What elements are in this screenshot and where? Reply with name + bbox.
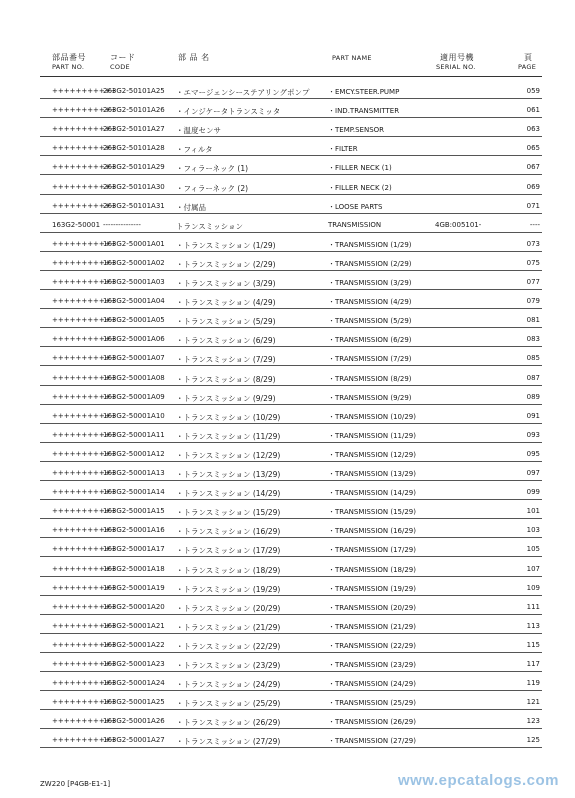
part-number-cell: +++++++++++ xyxy=(52,430,117,439)
code-cell: 163G2-50001A26 xyxy=(103,717,165,726)
part-name-cell: ・FILLER NECK (2) xyxy=(328,183,392,192)
part-name-cell: ・TRANSMISSION (24/29) xyxy=(328,680,416,689)
page-number-cell: 123 xyxy=(526,717,540,726)
part-name-cell: ・FILLER NECK (1) xyxy=(328,164,392,173)
part-name-cell: ・TRANSMISSION (7/29) xyxy=(328,355,412,364)
part-number-cell: +++++++++++ xyxy=(52,640,117,649)
part-name-cell: ・TRANSMISSION (8/29) xyxy=(328,374,412,383)
page-number-cell: 115 xyxy=(526,640,540,649)
page-number-cell: 109 xyxy=(526,583,540,592)
part-name-cell: ・LOOSE PARTS xyxy=(328,202,383,211)
part-name-cell: TRANSMISSION xyxy=(328,220,382,229)
japanese-name-cell: ・トランスミッション (11/29) xyxy=(176,431,281,441)
table-row xyxy=(40,233,542,252)
name-header-jp: 部 品 名 xyxy=(178,53,210,62)
code-cell: 163G2-50001A15 xyxy=(103,507,165,516)
part-number-cell: +++++++++++ xyxy=(52,698,117,707)
part-number-cell: +++++++++++ xyxy=(52,201,117,210)
code-cell: 163G2-50001A19 xyxy=(103,583,165,592)
page-number-cell: 103 xyxy=(526,526,540,535)
part-number-cell: +++++++++++ xyxy=(52,182,117,191)
japanese-name-cell: ・トランスミッション (12/29) xyxy=(176,450,281,460)
code-cell: 163G2-50001A20 xyxy=(103,602,165,611)
page-number-cell: 093 xyxy=(526,430,540,439)
part-number-cell: +++++++++++ xyxy=(52,564,117,573)
code-cell: 163G2-50001A03 xyxy=(103,278,165,286)
document-footer: ZW220 [P4GB-E1-1] xyxy=(40,780,111,788)
part-number-cell: +++++++++++ xyxy=(52,106,117,115)
part-number-cell: +++++++++++ xyxy=(52,239,117,248)
page-number-cell: 059 xyxy=(526,87,540,95)
part-no-header-jp: 部品番号 xyxy=(52,53,86,62)
code-cell: 163G2-50001A17 xyxy=(103,545,165,554)
japanese-name-cell: ・トランスミッション (27/29) xyxy=(176,737,281,747)
table-row xyxy=(40,596,542,615)
part-no-header-en: PART NO. xyxy=(52,63,85,71)
japanese-name-cell: トランスミッション xyxy=(176,221,243,231)
page-number-cell: 071 xyxy=(526,201,540,210)
code-cell: 163G2-50001A16 xyxy=(103,526,165,535)
table-row xyxy=(40,634,542,653)
table-row xyxy=(40,367,542,386)
part-number-cell: +++++++++++ xyxy=(52,278,117,286)
page-number-cell: 067 xyxy=(526,163,540,172)
table-row xyxy=(40,271,542,290)
part-number-cell: +++++++++++ xyxy=(52,392,117,401)
table-row xyxy=(40,538,542,557)
part-number-cell: +++++++++++ xyxy=(52,507,117,516)
japanese-name-cell: ・トランスミッション (19/29) xyxy=(176,584,281,594)
part-name-cell: ・TRANSMISSION (10/29) xyxy=(328,412,416,421)
japanese-name-cell: ・トランスミッション (26/29) xyxy=(176,718,281,728)
japanese-name-cell: ・付属品 xyxy=(176,202,206,212)
code-cell: 163G2-50001A25 xyxy=(103,698,165,707)
page-number-cell: 077 xyxy=(526,278,540,286)
part-number-cell: +++++++++++ xyxy=(52,660,117,668)
part-name-cell: ・TRANSMISSION (19/29) xyxy=(328,584,416,593)
japanese-name-cell: ・トランスミッション (7/29) xyxy=(176,355,276,365)
table-row xyxy=(40,99,542,118)
table-row xyxy=(40,156,542,175)
table-row xyxy=(40,405,542,424)
code-cell: 163G2-50001A08 xyxy=(103,373,165,382)
code-cell: 263G2-50101A29 xyxy=(103,163,165,172)
table-row xyxy=(40,214,542,233)
part-name-cell: ・IND.TRANSMITTER xyxy=(328,107,400,116)
part-number-cell: +++++++++++ xyxy=(52,354,117,363)
code-cell: 163G2-50001A18 xyxy=(103,564,165,573)
code-cell: 163G2-50001A10 xyxy=(103,411,165,420)
table-row xyxy=(40,691,542,710)
code-cell: 163G2-50001A14 xyxy=(103,488,165,497)
part-name-cell: ・TRANSMISSION (5/29) xyxy=(328,317,412,326)
code-cell: 163G2-50001A27 xyxy=(103,736,165,745)
page-number-cell: 089 xyxy=(526,392,540,401)
part-name-header-en: PART NAME xyxy=(332,54,372,62)
part-name-cell: ・TRANSMISSION (23/29) xyxy=(328,661,416,669)
watermark: www.epcatalogs.com xyxy=(398,772,559,789)
japanese-name-cell: ・トランスミッション (25/29) xyxy=(176,699,281,709)
code-cell: 263G2-50101A25 xyxy=(103,87,165,95)
page-number-cell: 063 xyxy=(526,125,540,134)
page-number-cell: 111 xyxy=(526,602,540,611)
table-row xyxy=(40,176,542,195)
serial-header-jp: 適用号機 xyxy=(440,53,474,62)
part-number-cell: +++++++++++ xyxy=(52,545,117,554)
part-name-cell: ・TRANSMISSION (26/29) xyxy=(328,718,416,727)
japanese-name-cell: ・温度センサ xyxy=(176,126,221,136)
part-number-cell: +++++++++++ xyxy=(52,297,117,306)
table-row xyxy=(40,443,542,462)
code-cell: 163G2-50001A06 xyxy=(103,335,165,344)
page-number-cell: 061 xyxy=(526,106,540,115)
part-name-cell: ・TRANSMISSION (27/29) xyxy=(328,737,416,746)
code-cell: 163G2-50001A23 xyxy=(103,660,165,668)
part-number-cell: +++++++++++ xyxy=(52,488,117,497)
part-name-cell: ・TRANSMISSION (21/29) xyxy=(328,622,416,631)
japanese-name-cell: ・トランスミッション (6/29) xyxy=(176,336,276,346)
part-number-cell: +++++++++++ xyxy=(52,679,117,688)
part-number-cell: +++++++++++ xyxy=(52,621,117,630)
page-header-jp: 頁 xyxy=(524,53,533,62)
japanese-name-cell: ・トランスミッション (17/29) xyxy=(176,546,281,556)
japanese-name-cell: ・トランスミッション (10/29) xyxy=(176,412,281,422)
page-number-cell: 125 xyxy=(526,736,540,745)
code-cell: --------------- xyxy=(103,220,141,229)
table-row xyxy=(40,328,542,347)
table-row xyxy=(40,710,542,729)
japanese-name-cell: ・トランスミッション (3/29) xyxy=(176,279,276,288)
part-name-cell: ・TRANSMISSION (17/29) xyxy=(328,546,416,555)
part-number-cell: +++++++++++ xyxy=(52,469,117,477)
code-cell: 163G2-50001A07 xyxy=(103,354,165,363)
part-name-cell: ・TRANSMISSION (1/29) xyxy=(328,240,412,249)
japanese-name-cell: ・トランスミッション (13/29) xyxy=(176,470,281,479)
table-row xyxy=(40,558,542,577)
part-name-cell: ・TEMP.SENSOR xyxy=(328,126,385,135)
part-number-cell: +++++++++++ xyxy=(52,87,117,95)
table-row xyxy=(40,500,542,519)
part-number-cell: +++++++++++ xyxy=(52,526,117,535)
japanese-name-cell: ・トランスミッション (23/29) xyxy=(176,661,281,670)
japanese-name-cell: ・トランスミッション (1/29) xyxy=(176,240,276,250)
page-number-cell: 087 xyxy=(526,373,540,382)
japanese-name-cell: ・フィルタ xyxy=(176,145,213,155)
page-number-cell: 065 xyxy=(526,144,540,153)
japanese-name-cell: ・トランスミッション (4/29) xyxy=(176,298,276,308)
part-name-cell: ・TRANSMISSION (16/29) xyxy=(328,527,416,536)
page-number-cell: 121 xyxy=(526,698,540,707)
page-number-cell: 099 xyxy=(526,488,540,497)
part-name-cell: ・TRANSMISSION (12/29) xyxy=(328,450,416,459)
part-number-cell: +++++++++++ xyxy=(52,717,117,726)
part-number-cell: +++++++++++ xyxy=(52,449,117,458)
table-row xyxy=(40,462,542,481)
japanese-name-cell: ・トランスミッション (16/29) xyxy=(176,527,281,537)
code-cell: 263G2-50101A27 xyxy=(103,125,165,134)
part-number-cell: +++++++++++ xyxy=(52,411,117,420)
part-name-cell: ・TRANSMISSION (22/29) xyxy=(328,641,416,650)
code-cell: 263G2-50101A26 xyxy=(103,106,165,115)
page-number-cell: 081 xyxy=(526,316,540,325)
table-row xyxy=(40,347,542,366)
japanese-name-cell: ・トランスミッション (5/29) xyxy=(176,317,276,327)
part-name-cell: ・TRANSMISSION (11/29) xyxy=(328,431,416,440)
japanese-name-cell: ・トランスミッション (21/29) xyxy=(176,622,281,632)
part-name-cell: ・TRANSMISSION (14/29) xyxy=(328,489,416,498)
japanese-name-cell: ・フィラーネック (2) xyxy=(176,183,249,193)
code-cell: 163G2-50001A04 xyxy=(103,297,165,306)
code-cell: 163G2-50001A21 xyxy=(103,621,165,630)
code-cell: 163G2-50001A09 xyxy=(103,392,165,401)
page-number-cell: 117 xyxy=(526,660,540,668)
table-row xyxy=(40,481,542,500)
page-number-cell: 119 xyxy=(526,679,540,688)
part-name-cell: ・TRANSMISSION (2/29) xyxy=(328,259,412,268)
code-cell: 163G2-50001A13 xyxy=(103,469,165,477)
table-row xyxy=(40,290,542,309)
japanese-name-cell: ・トランスミッション (22/29) xyxy=(176,641,281,651)
page-number-cell: 107 xyxy=(526,564,540,573)
page-number-cell: 097 xyxy=(526,469,540,477)
table-row xyxy=(40,252,542,271)
code-cell: 163G2-50001A11 xyxy=(103,430,165,439)
code-cell: 263G2-50101A28 xyxy=(103,144,165,153)
japanese-name-cell: ・インジケータトランスミッタ xyxy=(176,107,281,117)
serial-header-en: SERIAL NO. xyxy=(436,63,476,71)
part-number-cell: +++++++++++ xyxy=(52,163,117,172)
code-cell: 163G2-50001A01 xyxy=(103,239,165,248)
part-number-cell: +++++++++++ xyxy=(52,144,117,153)
serial-number-cell: 4GB:005101- xyxy=(435,220,482,229)
code-cell: 163G2-50001A02 xyxy=(103,258,165,267)
page-number-cell: 075 xyxy=(526,258,540,267)
page-number-cell: 101 xyxy=(526,507,540,516)
page-number-cell: 105 xyxy=(526,545,540,554)
japanese-name-cell: ・トランスミッション (2/29) xyxy=(176,259,276,269)
table-row xyxy=(40,137,542,156)
page-number-cell: 073 xyxy=(526,239,540,248)
japanese-name-cell: ・トランスミッション (24/29) xyxy=(176,680,281,690)
code-cell: 263G2-50101A31 xyxy=(103,201,165,210)
code-cell: 263G2-50101A30 xyxy=(103,182,165,191)
table-row xyxy=(40,80,542,99)
code-cell: 163G2-50001A22 xyxy=(103,640,165,649)
code-cell: 163G2-50001A24 xyxy=(103,679,165,688)
part-name-cell: ・FILTER xyxy=(328,145,358,154)
table-row xyxy=(40,615,542,634)
page-number-cell: 085 xyxy=(526,354,540,363)
code-cell: 163G2-50001A05 xyxy=(103,316,165,325)
table-row xyxy=(40,729,542,748)
code-header-en: CODE xyxy=(110,63,130,71)
japanese-name-cell: ・トランスミッション (18/29) xyxy=(176,565,281,575)
table-row xyxy=(40,386,542,405)
table-row xyxy=(40,519,542,538)
japanese-name-cell: ・トランスミッション (15/29) xyxy=(176,508,281,518)
part-number-cell: +++++++++++ xyxy=(52,736,117,745)
page-number-cell: 069 xyxy=(526,182,540,191)
page-number-cell: 113 xyxy=(526,621,540,630)
page-number-cell: ---- xyxy=(529,220,540,229)
code-header-jp: コード xyxy=(110,53,136,62)
part-name-cell: ・TRANSMISSION (15/29) xyxy=(328,508,416,517)
part-name-cell: ・TRANSMISSION (6/29) xyxy=(328,336,412,345)
japanese-name-cell: ・フィラーネック (1) xyxy=(176,164,249,174)
part-name-cell: ・TRANSMISSION (13/29) xyxy=(328,470,416,478)
part-name-cell: ・TRANSMISSION (18/29) xyxy=(328,565,416,574)
part-number-cell: +++++++++++ xyxy=(52,335,117,344)
table-row xyxy=(40,653,542,672)
part-number-cell: +++++++++++ xyxy=(52,125,117,134)
part-name-cell: ・TRANSMISSION (4/29) xyxy=(328,298,412,307)
table-row xyxy=(40,195,542,214)
part-number-cell: 163G2-50001 xyxy=(52,220,101,229)
part-name-cell: ・EMCY.STEER.PUMP xyxy=(328,88,400,96)
page-number-cell: 091 xyxy=(526,411,540,420)
page-header-en: PAGE xyxy=(518,63,537,71)
page-number-cell: 079 xyxy=(526,297,540,306)
part-name-cell: ・TRANSMISSION (20/29) xyxy=(328,603,416,612)
part-number-cell: +++++++++++ xyxy=(52,373,117,382)
part-number-cell: +++++++++++ xyxy=(52,583,117,592)
code-cell: 163G2-50001A12 xyxy=(103,449,165,458)
page-number-cell: 095 xyxy=(526,449,540,458)
part-number-cell: +++++++++++ xyxy=(52,316,117,325)
japanese-name-cell: ・トランスミッション (14/29) xyxy=(176,489,281,499)
part-name-cell: ・TRANSMISSION (3/29) xyxy=(328,279,412,287)
header-divider xyxy=(40,76,542,77)
page-number-cell: 083 xyxy=(526,335,540,344)
table-row xyxy=(40,577,542,596)
table-row xyxy=(40,309,542,328)
japanese-name-cell: ・トランスミッション (9/29) xyxy=(176,393,276,403)
japanese-name-cell: ・エマージェンシーステアリングポンプ xyxy=(176,88,310,97)
part-name-cell: ・TRANSMISSION (25/29) xyxy=(328,699,416,708)
table-row xyxy=(40,424,542,443)
japanese-name-cell: ・トランスミッション (8/29) xyxy=(176,374,276,384)
table-row xyxy=(40,118,542,137)
part-number-cell: +++++++++++ xyxy=(52,258,117,267)
japanese-name-cell: ・トランスミッション (20/29) xyxy=(176,603,281,613)
part-number-cell: +++++++++++ xyxy=(52,602,117,611)
table-row xyxy=(40,672,542,691)
part-name-cell: ・TRANSMISSION (9/29) xyxy=(328,393,412,402)
